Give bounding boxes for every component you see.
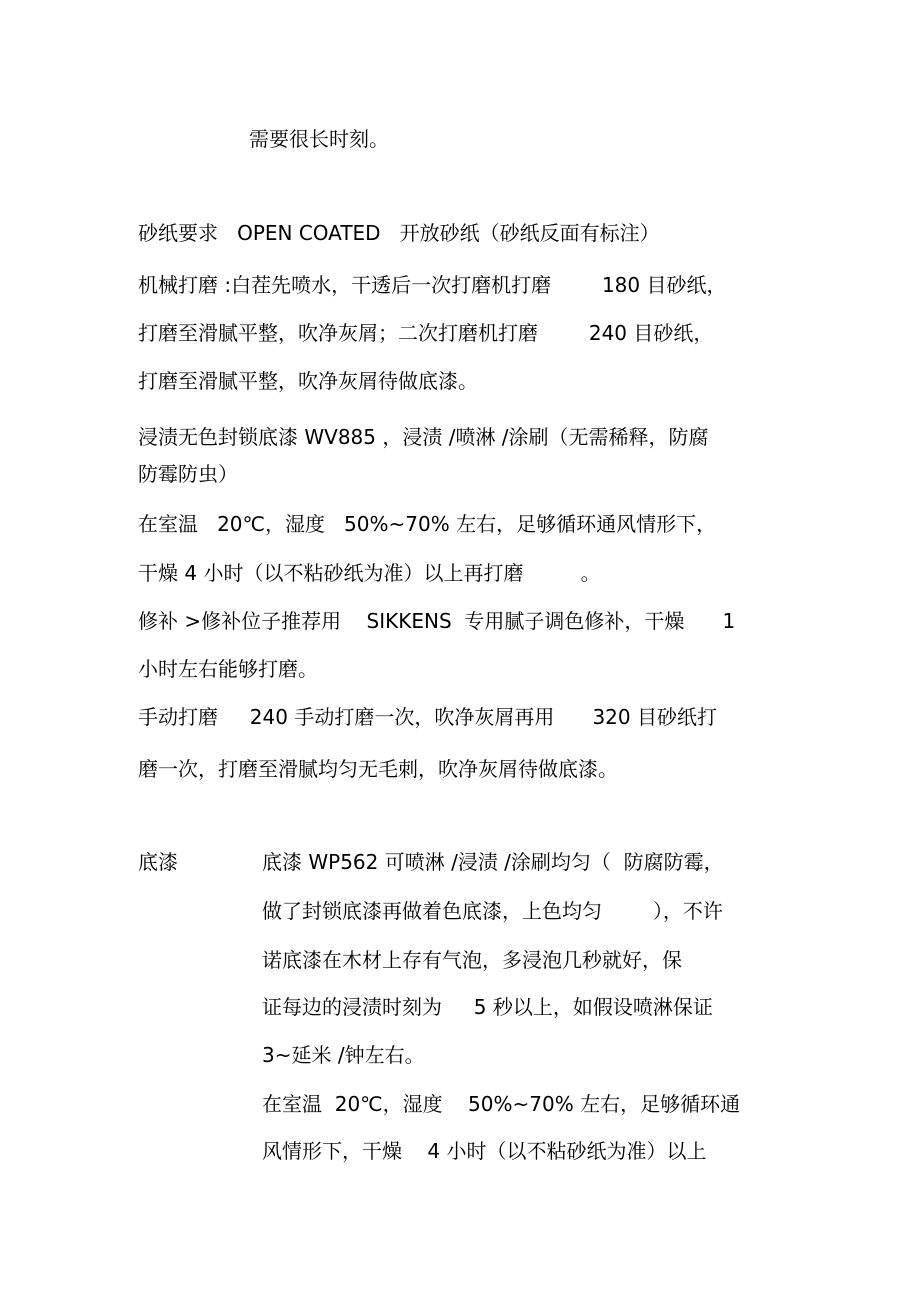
text-line: 小时左右能够打磨。 xyxy=(138,657,318,681)
text-line: 干燥 4 小时（以不粘砂纸为准）以上再打磨 。 xyxy=(138,561,601,585)
text-line: 浸渍无色封锁底漆 WV885 ，浸渍 /喷淋 /涂刷（无需稀释，防腐 xyxy=(138,425,709,449)
section-text-line: 底漆 WP562 可喷淋 /浸渍 /涂刷均匀（ 防腐防霉， xyxy=(262,850,724,874)
section-text-line: 证每边的浸渍时刻为 5 秒以上，如假设喷淋保证 xyxy=(262,995,713,1019)
text-line: 手动打磨 240 手动打磨一次，吹净灰屑再用 320 目砂纸打 xyxy=(138,705,717,729)
text-line: 打磨至滑腻平整，吹净灰屑；二次打磨机打磨 240 目砂纸， xyxy=(138,321,714,345)
section-text-line: 风情形下，干燥 4 小时（以不粘砂纸为准）以上 xyxy=(262,1139,707,1163)
section-text-line: 3~延米 /钟左右。 xyxy=(262,1043,425,1067)
section-label: 底漆 xyxy=(138,850,178,874)
section-text-line: 做了封锁底漆再做着色底漆，上色均匀 ），不许 xyxy=(262,899,723,923)
text-line: 修补 >修补位子推荐用 SIKKENS 专用腻子调色修补，干燥 1 xyxy=(138,609,736,633)
text-line: 砂纸要求 OPEN COATED 开放砂纸（砂纸反面有标注） xyxy=(138,221,660,245)
text-line: 打磨至滑腻平整，吹净灰屑待做底漆。 xyxy=(138,369,478,393)
text-line: 机械打磨 :白茬先喷水，干透后一次打磨机打磨 180 目砂纸， xyxy=(138,273,727,297)
section-text-line: 在室温 20℃，湿度 50%~70% 左右，足够循环通 xyxy=(262,1092,741,1116)
text-line: 在室温 20℃，湿度 50%~70% 左右，足够循环通风情形下， xyxy=(138,512,717,536)
section-text-line: 诺底漆在木材上存有气泡，多浸泡几秒就好，保 xyxy=(262,948,682,972)
text-line: 防霉防虫） xyxy=(138,462,238,486)
text-line: 需要很长时刻。 xyxy=(249,127,389,151)
text-line: 磨一次，打磨至滑腻均匀无毛刺，吹净灰屑待做底漆。 xyxy=(138,757,618,781)
